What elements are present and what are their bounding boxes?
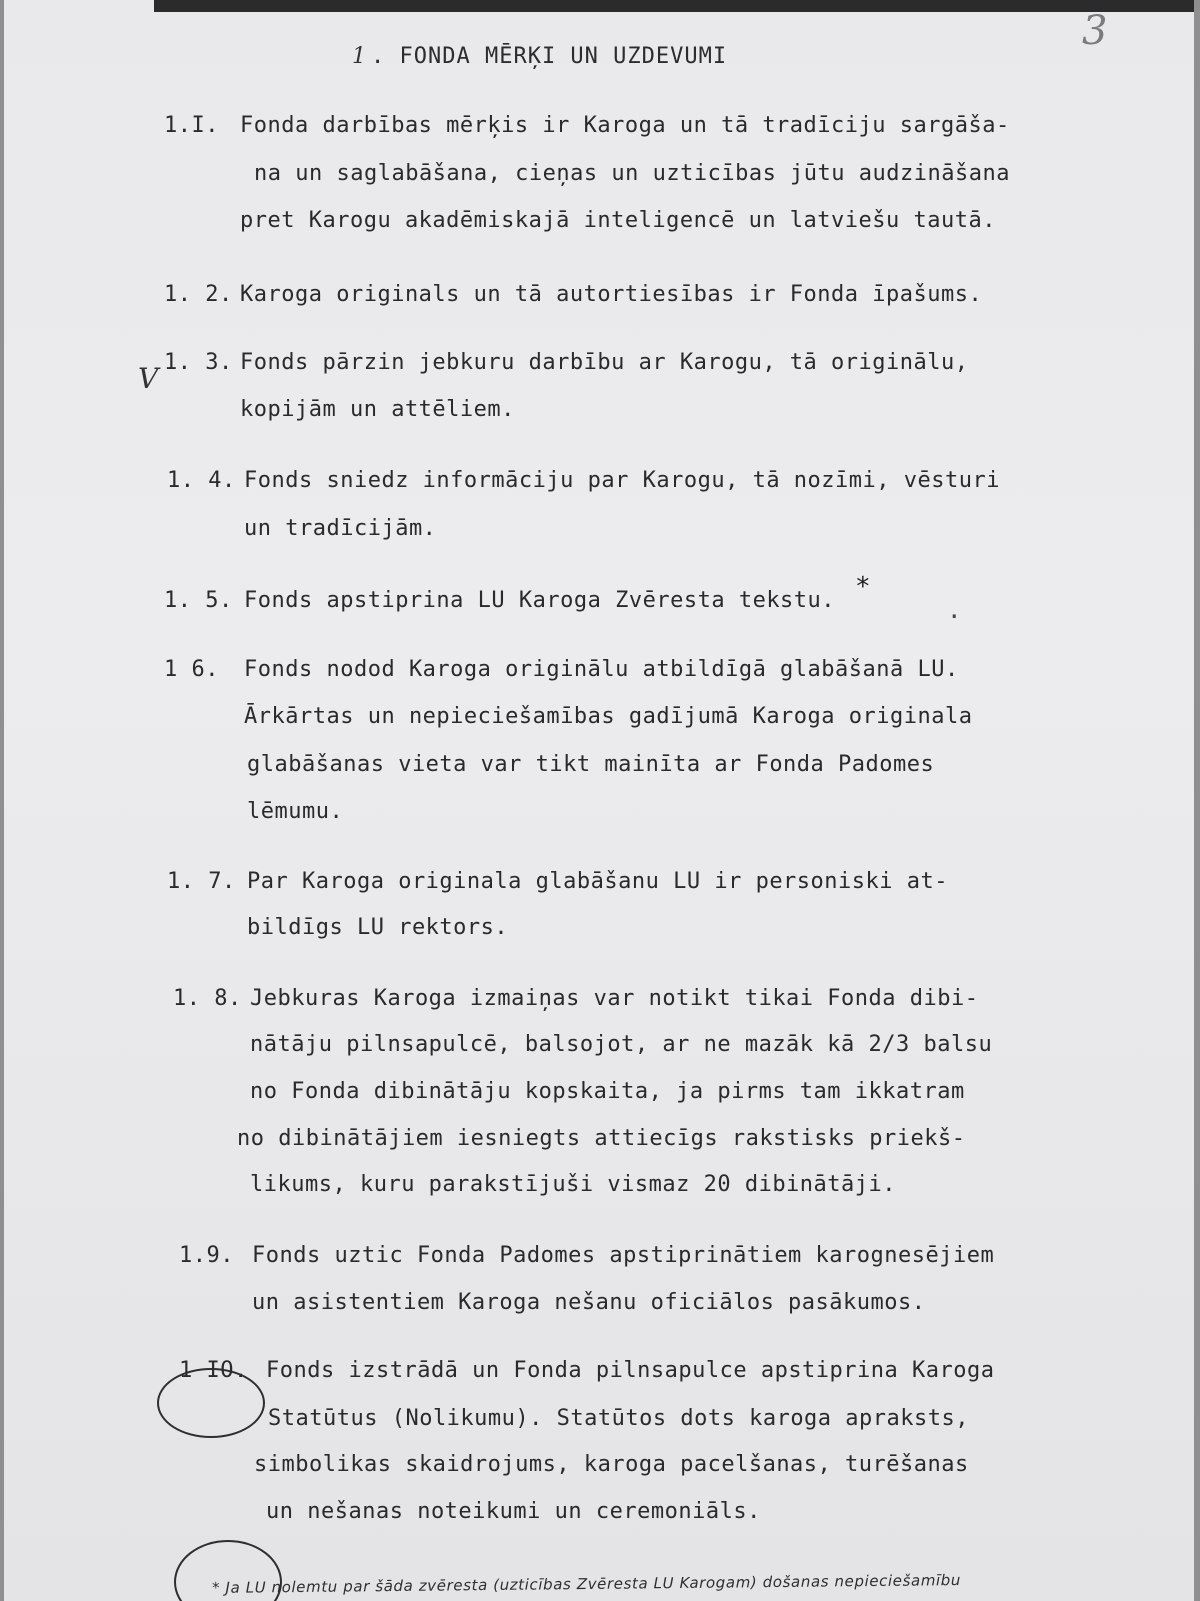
footnote-text: Ja LU nolemtu par šāda zvēresta (uzticības Zvēresta LU Karogam) došanas nepieciešamību <box>225 1571 962 1597</box>
clause-line: Statūtus (Nolikumu). Statūtos dots karoga apraksts, <box>268 1406 970 1431</box>
clause-line: Par Karoga originala glabāšanu LU ir personiski at- <box>247 869 949 894</box>
heading-text: . FONDA MĒRĶI UN UZDEVUMI <box>371 44 728 69</box>
clause-line: Fonda darbības mērķis ir Karoga un tā tradīciju sargāša- <box>240 113 1010 138</box>
clause-line: Fonds sniedz informāciju par Karogu, tā nozīmi, vēsturi <box>244 468 1000 493</box>
clause-line: un asistentiem Karoga nešanu oficiālos pasākumos. <box>252 1290 926 1315</box>
page-number: 3 <box>1082 8 1108 54</box>
clause-line: kopijām un attēliem. <box>240 397 515 422</box>
clause-line: pret Karogu akadēmiskajā inteligencē un latviešu tautā. <box>240 208 996 233</box>
handwritten-footnote <box>212 1571 961 1597</box>
stray-dot: . <box>947 596 962 624</box>
clause-number: 1 6. <box>164 657 219 682</box>
clause-line: Fonds izstrādā un Fonda pilnsapulce apstiprina Karoga <box>266 1358 995 1383</box>
asterisk-mark: * <box>855 572 871 602</box>
clause-line: no Fonda dibinātāju kopskaita, ja pirms tam ikkatram <box>250 1079 965 1104</box>
clause-line: Ārkārtas un nepieciešamības gadījumā Karoga originala <box>244 704 973 729</box>
clause-number: 1. 4. <box>167 468 236 493</box>
clause-line: Fonds apstiprina LU Karoga Zvēresta tekstu. <box>244 588 836 613</box>
clause-number: 1.9. <box>179 1243 234 1268</box>
clause-number: 1. 3. <box>164 350 233 375</box>
clause-line: Jebkuras Karoga izmaiņas var notikt tikai Fonda dibi- <box>250 986 979 1011</box>
clause-line: na un saglabāšana, cieņas un uzticības jūtu audzināšana <box>254 161 1010 186</box>
clause-line: glabāšanas vieta var tikt mainīta ar Fonda Padomes <box>247 752 935 777</box>
clause-line: simbolikas skaidrojums, karoga pacelšanas, turēšanas <box>254 1452 969 1477</box>
document-page <box>4 0 1194 1601</box>
footnote-asterisk: * <box>211 1578 221 1597</box>
clause-line: lēmumu. <box>247 799 344 824</box>
clause-number: 1. 2. <box>164 282 233 307</box>
clause-line: bildīgs LU rektors. <box>247 915 509 940</box>
clause-number: 1 IO. <box>179 1358 248 1383</box>
section-heading <box>352 44 727 69</box>
clause-line: Karoga originals un tā autortiesības ir Fonda īpašums. <box>240 282 983 307</box>
clause-line: un tradīcijām. <box>244 516 437 541</box>
clause-number: 1.I. <box>164 113 219 138</box>
clause-line: Fonds uztic Fonda Padomes apstiprinātiem karognesējiem <box>252 1243 995 1268</box>
clause-line: nātāju pilnsapulcē, balsojot, ar ne mazāk kā 2/3 balsu <box>250 1032 993 1057</box>
clause-number: 1. 8. <box>173 986 242 1011</box>
clause-line: un nešanas noteikumi un ceremoniāls. <box>266 1499 761 1524</box>
margin-v-mark: V <box>138 362 159 395</box>
clause-number: 1. 7. <box>167 869 236 894</box>
clause-line: Fonds nodod Karoga originālu atbildīgā glabāšanā LU. <box>244 657 959 682</box>
heading-hand-number: 1 <box>352 44 367 69</box>
clause-line: no dibinātājiem iesniegts attiecīgs rakstisks priekš- <box>237 1126 966 1151</box>
clause-number: 1. 5. <box>164 588 233 613</box>
scan-edge <box>154 0 1194 12</box>
clause-line: Fonds pārzin jebkuru darbību ar Karogu, tā originālu, <box>240 350 969 375</box>
clause-line: likums, kuru parakstījuši vismaz 20 dibinātāji. <box>250 1172 897 1197</box>
